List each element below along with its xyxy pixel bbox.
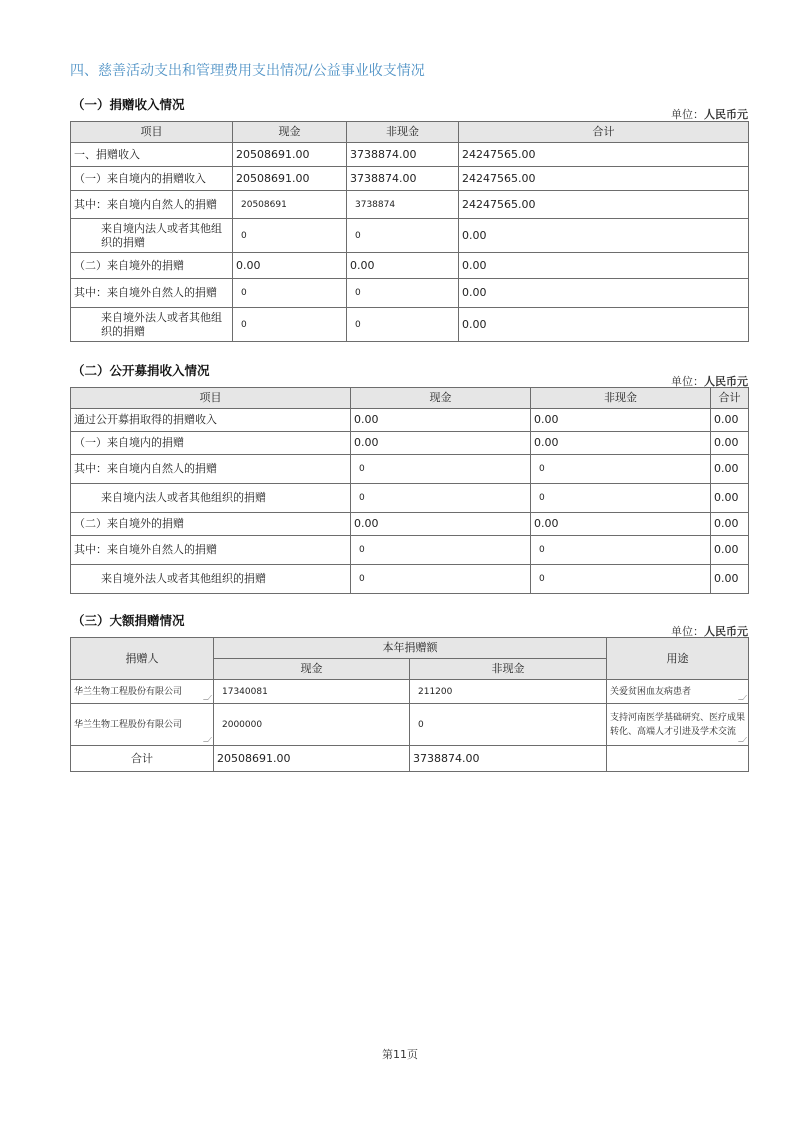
total-cell: 0.00 — [459, 219, 749, 253]
column-header: 非现金 — [531, 388, 711, 409]
noncash-total: 3738874.00 — [410, 746, 607, 772]
cash-total: 20508691.00 — [214, 746, 410, 772]
table-row — [71, 167, 749, 191]
table-row — [71, 191, 749, 219]
cash-cell: 0.00 — [351, 513, 531, 536]
table-row — [71, 432, 749, 455]
row-label: 其中：来自境外自然人的捐赠 — [71, 279, 233, 308]
unit-label: 单位：人民币元 — [671, 108, 748, 121]
total-cell: 24247565.00 — [459, 191, 749, 219]
cash-cell: 0.00 — [233, 253, 347, 279]
noncash-cell: 3738874.00 — [347, 167, 459, 191]
cash-input[interactable]: 2000000 — [214, 704, 410, 746]
row-label: （一）来自境内的捐赠 — [71, 432, 351, 455]
total-cell: 0.00 — [711, 536, 749, 565]
row-label: 一、捐赠收入 — [71, 143, 233, 167]
purpose-input[interactable]: 关爱贫困血友病患者 — [607, 680, 749, 704]
cash-input[interactable]: 0 — [351, 536, 531, 565]
purpose-header: 用途 — [607, 638, 749, 680]
row-label: 来自境外法人或者其他组织的捐赠 — [71, 308, 233, 342]
donation-income-table — [70, 121, 749, 342]
noncash-input[interactable]: 0 — [347, 308, 459, 342]
row-label: （二）来自境外的捐赠 — [71, 253, 233, 279]
noncash-input[interactable]: 0 — [531, 565, 711, 594]
cash-input[interactable]: 0 — [351, 455, 531, 484]
amount-header: 本年捐赠额 — [214, 638, 607, 659]
noncash-input[interactable]: 0 — [531, 536, 711, 565]
large-donations-title: （三）大额捐赠情况 — [72, 613, 185, 628]
cash-cell: 0.00 — [351, 409, 531, 432]
row-label: （二）来自境外的捐赠 — [71, 513, 351, 536]
noncash-cell: 3738874.00 — [347, 143, 459, 167]
noncash-cell: 0.00 — [347, 253, 459, 279]
column-header: 项目 — [71, 388, 351, 409]
cash-input[interactable]: 17340081 — [214, 680, 410, 704]
column-header: 现金 — [233, 122, 347, 143]
section-title: 四、慈善活动支出和管理费用支出情况/公益事业收支情况 — [70, 63, 425, 79]
total-cell: 0.00 — [711, 432, 749, 455]
noncash-input[interactable]: 0 — [410, 704, 607, 746]
donor-input[interactable]: 华兰生物工程股份有限公司 — [71, 704, 214, 746]
noncash-input[interactable]: 0 — [531, 484, 711, 513]
table-header-row — [71, 122, 749, 143]
row-label: 通过公开募捐取得的捐赠收入 — [71, 409, 351, 432]
cash-input[interactable]: 20508691 — [233, 191, 347, 219]
cash-input[interactable]: 0 — [351, 484, 531, 513]
column-header: 非现金 — [347, 122, 459, 143]
noncash-input[interactable]: 0 — [531, 455, 711, 484]
noncash-header: 非现金 — [410, 659, 607, 680]
cash-input[interactable]: 0 — [351, 565, 531, 594]
noncash-input[interactable]: 0 — [347, 279, 459, 308]
noncash-input[interactable]: 3738874 — [347, 191, 459, 219]
table-row — [71, 143, 749, 167]
row-label: （一）来自境内的捐赠收入 — [71, 167, 233, 191]
donor-input[interactable]: 华兰生物工程股份有限公司 — [71, 680, 214, 704]
total-cell: 0.00 — [711, 455, 749, 484]
table-row — [71, 308, 749, 342]
total-cell: 24247565.00 — [459, 167, 749, 191]
column-header: 项目 — [71, 122, 233, 143]
row-label: 来自境内法人或者其他组织的捐赠 — [71, 484, 351, 513]
purpose-input[interactable]: 支持河南医学基础研究、医疗成果转化、高端人才引进及学术交流 — [607, 704, 749, 746]
table-row — [71, 536, 749, 565]
noncash-input[interactable]: 211200 — [410, 680, 607, 704]
page-number: 第11页 — [382, 1048, 418, 1061]
row-label: 来自境内法人或者其他组织的捐赠 — [71, 219, 233, 253]
total-cell: 0.00 — [711, 409, 749, 432]
cash-input[interactable]: 0 — [233, 219, 347, 253]
cash-cell: 0.00 — [351, 432, 531, 455]
total-cell: 0.00 — [459, 279, 749, 308]
row-label: 其中：来自境内自然人的捐赠 — [71, 191, 233, 219]
public-fundraising-table — [70, 387, 749, 594]
large-donations-table — [70, 637, 749, 772]
unit-label: 单位：人民币元 — [671, 375, 748, 388]
noncash-cell: 0.00 — [531, 513, 711, 536]
table-row — [71, 704, 749, 746]
table-row — [71, 409, 749, 432]
table-row — [71, 680, 749, 704]
public-fundraising-title: （二）公开募捐收入情况 — [72, 363, 210, 378]
noncash-cell: 0.00 — [531, 409, 711, 432]
total-cell: 0.00 — [459, 308, 749, 342]
cash-cell: 20508691.00 — [233, 143, 347, 167]
unit-label: 单位：人民币元 — [671, 625, 748, 638]
table-row — [71, 219, 749, 253]
total-cell: 24247565.00 — [459, 143, 749, 167]
cash-cell: 20508691.00 — [233, 167, 347, 191]
table-header-row — [71, 638, 749, 659]
total-label: 合计 — [71, 746, 214, 772]
total-cell: 0.00 — [711, 565, 749, 594]
row-label: 来自境外法人或者其他组织的捐赠 — [71, 565, 351, 594]
cash-header: 现金 — [214, 659, 410, 680]
table-row — [71, 455, 749, 484]
column-header: 合计 — [711, 388, 749, 409]
row-label: 其中：来自境内自然人的捐赠 — [71, 455, 351, 484]
column-header: 现金 — [351, 388, 531, 409]
purpose-total — [607, 746, 749, 772]
table-row — [71, 484, 749, 513]
noncash-input[interactable]: 0 — [347, 219, 459, 253]
table-row — [71, 279, 749, 308]
total-cell: 0.00 — [711, 513, 749, 536]
table-header-row — [71, 388, 749, 409]
total-row — [71, 746, 749, 772]
total-cell: 0.00 — [459, 253, 749, 279]
total-cell: 0.00 — [711, 484, 749, 513]
cash-input[interactable]: 0 — [233, 308, 347, 342]
donation-income-title: （一）捐赠收入情况 — [72, 97, 185, 112]
table-row — [71, 513, 749, 536]
donor-header: 捐赠人 — [71, 638, 214, 680]
table-row — [71, 253, 749, 279]
row-label: 其中：来自境外自然人的捐赠 — [71, 536, 351, 565]
cash-input[interactable]: 0 — [233, 279, 347, 308]
table-row — [71, 565, 749, 594]
column-header: 合计 — [459, 122, 749, 143]
noncash-cell: 0.00 — [531, 432, 711, 455]
